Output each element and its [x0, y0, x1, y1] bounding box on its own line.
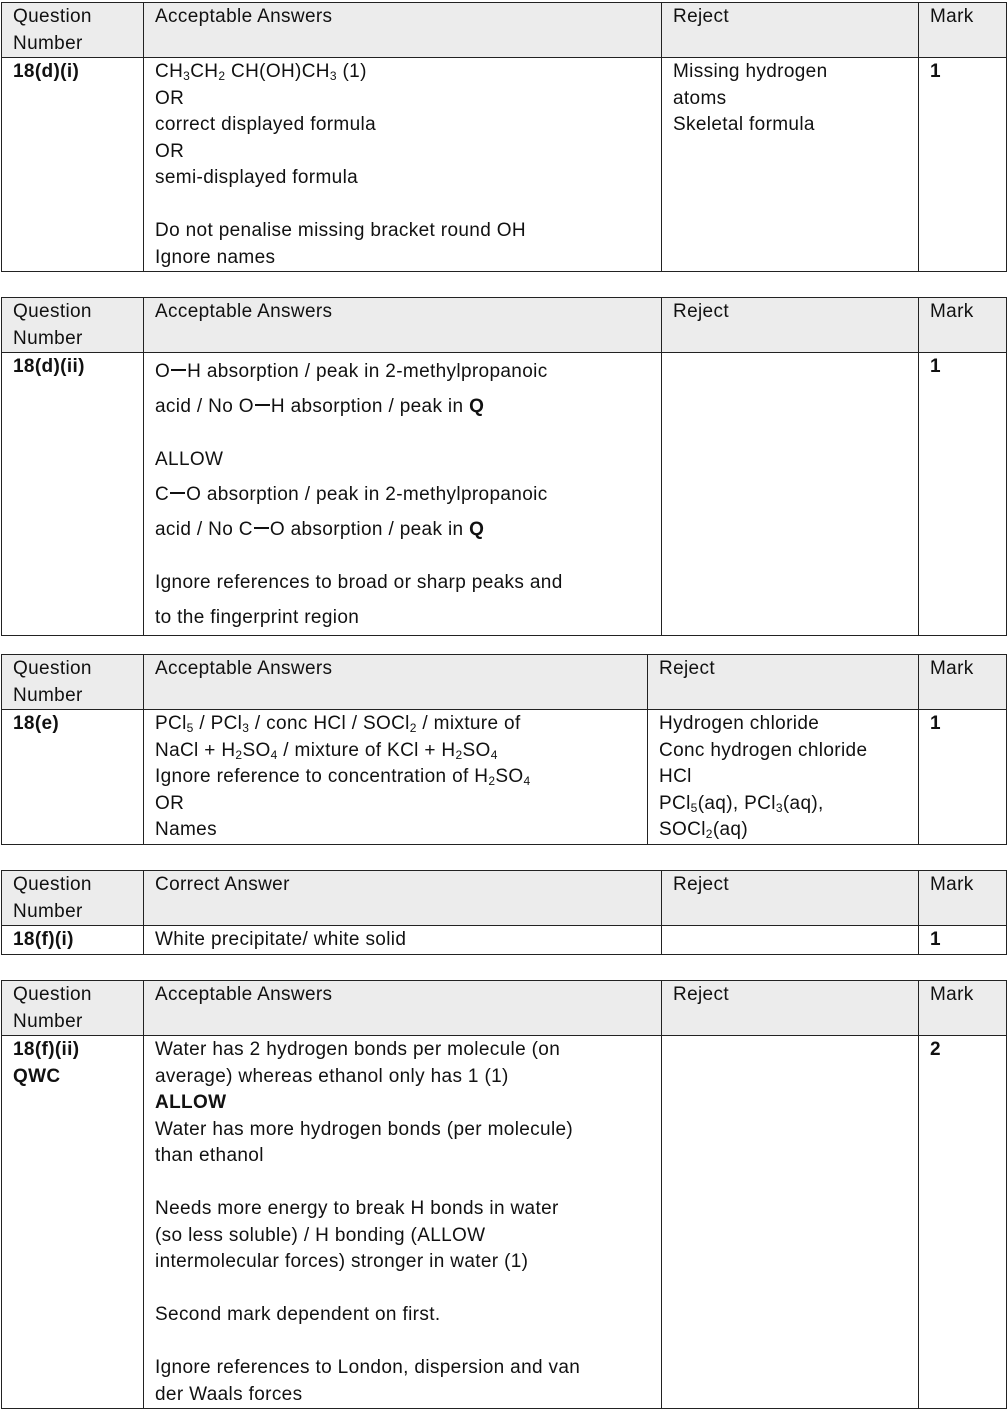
answer-cell: [144, 1036, 662, 1409]
answer-line: PCl$_5$ / PCl$_3$ / conc HCl / SOCl$_2$ / mixture of: [155, 713, 521, 735]
mark-header: Mark: [919, 981, 1007, 1036]
answer-cell: [144, 353, 662, 636]
reject-cell: [648, 710, 919, 845]
reject-line: Skeletal formula: [673, 114, 815, 135]
answer-line: ALLOW: [155, 1092, 227, 1113]
question-number: 18(d)(i): [2, 58, 144, 272]
question-number-header: Question Number: [2, 3, 144, 58]
answer-line: than ethanol: [155, 1145, 264, 1166]
reject-line: Hydrogen chloride: [659, 713, 820, 734]
reject-header: Reject: [662, 871, 919, 926]
answer-line: semi-displayed formula: [155, 167, 359, 188]
reject-line: Missing hydrogen: [673, 61, 828, 82]
answer-line: $CH_3CH_2$ $CH(OH)CH_3$ (1): [155, 61, 367, 83]
answer-line: average) whereas ethanol only has 1 (1): [155, 1065, 509, 1087]
answer-line: Needs more energy to break H bonds in water: [155, 1198, 559, 1219]
answer-line: Water has 2 hydrogen bonds per molecule (on: [155, 1039, 561, 1060]
reject-line: Conc hydrogen chloride: [659, 739, 868, 761]
blank-line: [155, 424, 651, 442]
answer-line: to the fingerprint region: [155, 607, 360, 628]
answer-line: OR: [155, 87, 185, 109]
table-header-row: [2, 655, 1007, 710]
answer-line: Water has more hydrogen bonds (per molecule): [155, 1118, 574, 1140]
reject-line: SOCl$_2$(aq): [659, 819, 749, 841]
answer-line: Ignore references to London, dispersion and van: [155, 1357, 581, 1378]
single-bond-line: [171, 369, 186, 371]
answer-line: acid / No O H absorption / peak in Q: [155, 396, 485, 417]
question-number-header: Question Number: [2, 981, 144, 1036]
reject-line: PCl$_5$(aq), PCl$_3$(aq),: [659, 792, 824, 815]
answer-cell: [144, 926, 662, 955]
answer-line: intermolecular forces) stronger in water (1): [155, 1251, 529, 1272]
answer-line: Ignore names: [155, 246, 276, 268]
reject-header: Reject: [648, 655, 919, 710]
table-row: [2, 58, 1007, 272]
blank-line: [155, 192, 651, 219]
mark-header: Mark: [919, 871, 1007, 926]
table-row: [2, 353, 1007, 636]
table-row: [2, 710, 1007, 845]
reject-cell: [662, 1036, 919, 1409]
answer-line: ALLOW: [155, 449, 224, 470]
reject-header: Reject: [662, 298, 919, 353]
mark-scheme-table: [1, 870, 1007, 955]
reject-header: Reject: [662, 3, 919, 58]
answer-line: Second mark dependent on first.: [155, 1304, 441, 1325]
reject-line: HCl: [659, 766, 692, 787]
answer-line: Names: [155, 819, 217, 840]
reject-cell: [662, 353, 919, 636]
answer-line: C O absorption / peak in 2-methylpropanoic: [155, 484, 548, 505]
mark-value: 2: [919, 1036, 1007, 1409]
mark-scheme-table: [1, 297, 1007, 636]
single-bond-line: [255, 404, 270, 406]
answers-header: Acceptable Answers: [144, 3, 662, 58]
answer-line: NaCl + $H_2SO_4$ / mixture of KCl + $H_2SO_4$: [155, 739, 498, 762]
answer-line: (so less soluble) / H bonding (ALLOW: [155, 1224, 486, 1246]
question-number-header: Question Number: [2, 655, 144, 710]
answer-line: correct displayed formula: [155, 114, 377, 135]
mark-value: 1: [919, 353, 1007, 636]
blank-line: [155, 1170, 651, 1197]
question-number-header: Question Number: [2, 871, 144, 926]
answer-line: Ignore references to broad or sharp peaks and: [155, 572, 563, 593]
answer-line: acid / No C O absorption / peak in Q: [155, 519, 485, 540]
mark-value: 1: [919, 58, 1007, 272]
question-number: 18(f)(i): [2, 926, 144, 955]
mark-scheme-table: [1, 980, 1007, 1409]
mark-scheme-table: [1, 654, 1007, 845]
table-header-row: [2, 3, 1007, 58]
single-bond-line: [170, 492, 185, 494]
mark-value: 1: [919, 926, 1007, 955]
answer-line: OR: [155, 792, 185, 814]
blank-line: [155, 547, 651, 565]
reject-line: atoms: [673, 87, 727, 109]
table-header-row: [2, 298, 1007, 353]
answer-line: Do not penalise missing bracket round OH: [155, 220, 526, 241]
question-number-header: Question Number: [2, 298, 144, 353]
table-row: [2, 1036, 1007, 1409]
answers-header: Acceptable Answers: [144, 981, 662, 1036]
answer-line: OR: [155, 140, 185, 162]
reject-cell: [662, 58, 919, 272]
table-header-row: [2, 871, 1007, 926]
mark-header: Mark: [919, 298, 1007, 353]
single-bond-line: [254, 527, 269, 529]
blank-line: [155, 1329, 651, 1356]
question-number: 18(d)(ii): [2, 353, 144, 636]
answer-cell: [144, 58, 662, 272]
table-row: [2, 926, 1007, 955]
answer-line: Ignore reference to concentration of $H_2SO_4$: [155, 766, 531, 788]
table-header-row: [2, 981, 1007, 1036]
mark-header: Mark: [919, 3, 1007, 58]
answer-line: White precipitate/ white solid: [155, 929, 407, 950]
reject-cell: [662, 926, 919, 955]
question-number: 18(f)(ii) QWC: [2, 1036, 144, 1409]
answers-header: Acceptable Answers: [144, 298, 662, 353]
reject-header: Reject: [662, 981, 919, 1036]
question-number: 18(e): [2, 710, 144, 845]
answers-header: Acceptable Answers: [144, 655, 648, 710]
mark-header: Mark: [919, 655, 1007, 710]
answer-line: der Waals forces: [155, 1383, 303, 1405]
answer-line: O H absorption / peak in 2-methylpropanoic: [155, 361, 548, 382]
mark-scheme-table: [1, 2, 1007, 272]
answers-header: Correct Answer: [144, 871, 662, 926]
blank-line: [155, 1276, 651, 1303]
answer-cell: [144, 710, 648, 845]
mark-value: 1: [919, 710, 1007, 845]
